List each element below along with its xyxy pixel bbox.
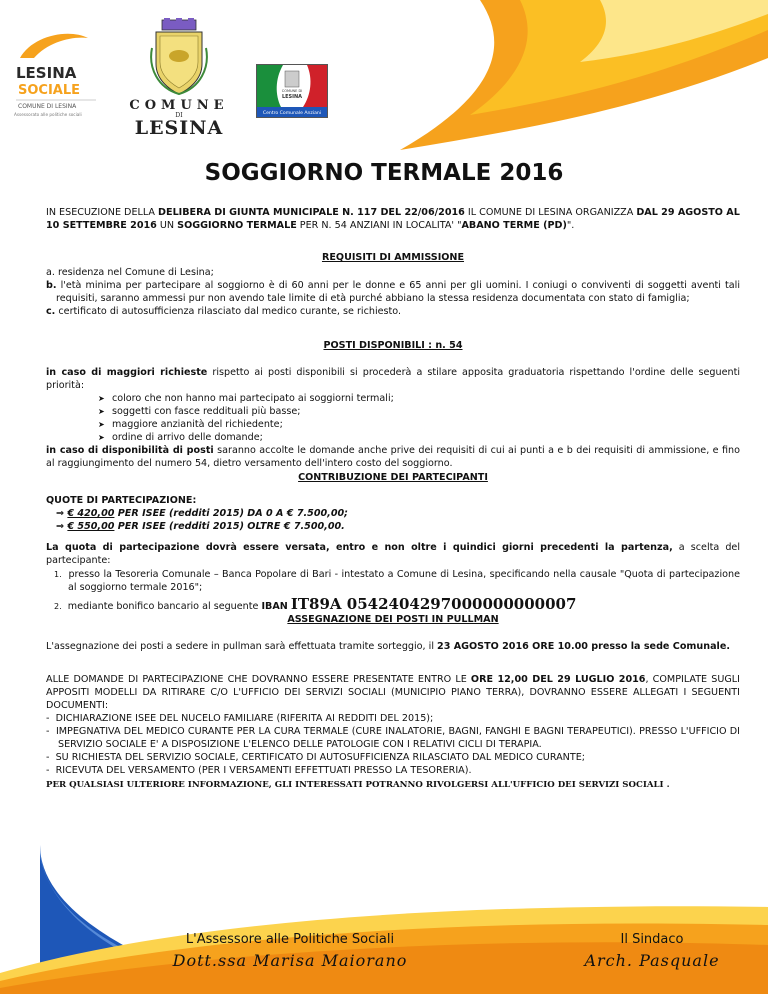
- requisiti-heading: REQUISITI DI AMMISSIONE: [321, 252, 465, 263]
- logo-sub: Assessorato alle politiche sociali: [14, 112, 82, 117]
- requisito-item: a. residenza nel Comune di Lesina;: [46, 267, 214, 278]
- quote-label: QUOTE DI PARTECIPAZIONE:: [46, 495, 197, 506]
- iban-code: IT89A 0542404297000000000007: [290, 595, 577, 613]
- payment-intro: La quota di partecipazione dovrà essere versata, entro e non oltre i quindici giorni precedenti la partenza, a scelta del partecipante:: [46, 542, 740, 566]
- lesina-sociale-logo: [12, 28, 100, 122]
- quote-item: ⇒ € 420,00 PER ISEE (redditi 2015) DA 0 A € 7.500,00;: [56, 508, 349, 519]
- priority-item: ➤ ordine di arrivo delle domande;: [98, 431, 740, 444]
- logo-lesina-word: LESINA: [16, 64, 77, 82]
- assessore-signature: [150, 932, 430, 970]
- doc-item: - RICEVUTA DEL VERSAMENTO (PER I VERSAMENTI EFFETTUATI PRESSO LA TESORERIA).: [46, 765, 472, 776]
- priority-list: [46, 392, 740, 444]
- footer-swoosh-decoration: [0, 845, 768, 994]
- payment-method: 1. presso la Tesoreria Comunale – Banca Popolare di Bari - intestato a Comune di Lesina, specificando nella causale "Quota di partecipazione al soggiorno termale 2016";: [54, 569, 740, 593]
- comune-di: DI: [175, 112, 183, 119]
- posti-disponibilita: in caso di disponibilità di posti saranno accolte le domande anche prive dei requisiti di cui ai punti a e b dei requisiti di ammissione, e fino al raggiungimento del numero 54, dietro versamento dell'intero costo del soggiorno.: [46, 445, 741, 469]
- header-swoosh-decoration: [0, 0, 768, 150]
- priority-item: ➤ coloro che non hanno mai partecipato ai soggiorni termali;: [98, 392, 740, 405]
- intro-paragraph: IN ESECUZIONE DELLA DELIBERA DI GIUNTA MUNICIPALE N. 117 DEL 22/06/2016 IL COMUNE DI LESINA ORGANIZZA DAL 29 AGOSTO AL 10 SETTEMBRE 2016 UN SOGGIORNO TERMALE PER N. 54 ANZIANI IN LOCALITA' "ABANO TERME (PD)".: [46, 207, 740, 231]
- flag-text-name: LESINA: [281, 94, 303, 100]
- doc-item: - DICHIARAZIONE ISEE DEL NUCELO FAMILIARE (RIFERITA AI REDDITI DEL 2015);: [46, 713, 434, 724]
- centro-anziani-logo: [256, 64, 328, 118]
- sindaco-signature: [566, 932, 738, 970]
- doc-item: - IMPEGNATIVA DEL MEDICO CURANTE PER LA CURA TERMALE (CURE INALATORIE, BAGNI, FANGHI E BAGNI TERAPEUTICI). PRESSO L'UFFICIO DI SERVIZIO SOCIALE E' A DISPOSIZIONE L'ELENCO DELLE PATOLOGIE CON I RELATIVI CICLI DI TERAPIA.: [46, 726, 740, 750]
- assessore-name: Dott.ssa Marisa Maiorano: [172, 951, 408, 970]
- sindaco-title: Il Sindaco: [620, 932, 684, 947]
- posti-heading: POSTI DISPONIBILI : n. 54: [323, 340, 463, 351]
- info-note: PER QUALSIASI ULTERIORE INFORMAZIONE, GLI INTERESSATI POTRANNO RIVOLGERSI ALL'UFFICIO DEI SERVIZI SOCIALI .: [46, 780, 670, 790]
- priority-item: ➤ maggiore anzianità del richiedente;: [98, 418, 740, 431]
- sindaco-name: Arch. Pasquale: [584, 951, 720, 970]
- posti-paragraph: [46, 366, 740, 470]
- quote-block: [46, 494, 740, 533]
- posti-intro: in caso di maggiori richieste rispetto ai posti disponibili si procederà a stilare apposita graduatoria rispettando l'ordine delle seguenti priorità:: [46, 367, 740, 391]
- assessore-title: L'Assessore alle Politiche Sociali: [185, 932, 395, 947]
- page-title: SOGGIORNO TERMALE 2016: [204, 160, 564, 186]
- logo-sociale-word: SOCIALE: [18, 83, 81, 98]
- comune-name: LESINA: [134, 117, 224, 139]
- requisito-item: b. l'età minima per partecipare al soggiorno è di 60 anni per le donne e 65 anni per gli uomini. I coniugi o conviventi di soggetti aventi tali requisiti, saranno ammessi pur non avendo tale limite di età purché abbiano la stessa residenza documentata con stato di famiglia;: [46, 280, 740, 304]
- comune-wordmark: [120, 98, 238, 139]
- payment-paragraph: [46, 541, 740, 613]
- pullman-heading: ASSEGNAZIONE DEI POSTI IN PULLMAN: [287, 614, 499, 625]
- domande-paragraph: ALLE DOMANDE DI PARTECIPAZIONE CHE DOVRANNO ESSERE PRESENTATE ENTRO LE ORE 12,00 DEL 29 LUGLIO 2016, COMPILATE SUGLI APPOSITI MODELLI DA RITIRARE C/O L'UFFICIO DEI SERVIZI SOCIALI (MUNICIPIO PIANO TERRA), DOVRANNO ESSERE ALLEGATI I SEGUENTI DOCUMENTI: - DICHIARAZIONE ISEE DEL NUCELO FAMILIARE (RIFERITA AI REDDITI DEL 2015); - IMPEGNATIVA DEL MEDICO CURANTE PER LA CURA TERMALE (CURE INALATORIE, BAGNI, FANGHI E BAGNI TERAPEUTICI). PRESSO L'UFFICIO DI SERVIZIO SOCIALE E' A DISPOSIZIONE L'ELENCO DELLE PATOLOGIE CON I RELATIVI CICLI DI TERAPIA. - SU RICHIESTA DEL SERVIZIO SOCIALE, CERTIFICATO DI AUTOSUFFICIENZA RILASCIATO DAL MEDICO CURANTE; - RICEVUTA DEL VERSAMENTO (PER I VERSAMENTI EFFETTUATI PRESSO LA TESORERIA).: [46, 674, 740, 776]
- requisiti-list: [46, 266, 740, 318]
- payment-method: 2. mediante bonifico bancario al seguente IBAN IT89A 0542404297000000000007: [54, 595, 577, 613]
- comune-crest-icon: [148, 18, 210, 96]
- logo-caption: COMUNE DI LESINA: [18, 103, 77, 110]
- comune-word: COMUNE: [129, 98, 229, 113]
- pullman-paragraph: L'assegnazione dei posti a sedere in pullman sarà effettuata tramite sorteggio, il 23 AGOSTO 2016 ORE 10.00 presso la sede Comunale.: [46, 641, 730, 652]
- requisito-item: c. certificato di autosufficienza rilasciato dal medico curante, se richiesto.: [46, 306, 402, 317]
- flag-text-top: COMUNE DI: [281, 89, 303, 93]
- contribuzione-heading: CONTRIBUZIONE DEI PARTECIPANTI: [298, 472, 488, 483]
- priority-item: ➤ soggetti con fasce reddituali più basse;: [98, 405, 740, 418]
- flag-caption: Centro Comunale Anziani: [262, 111, 322, 116]
- doc-item: - SU RICHIESTA DEL SERVIZIO SOCIALE, CERTIFICATO DI AUTOSUFFICIENZA RILASCIATO DAL MEDICO CURANTE;: [46, 752, 585, 763]
- quote-item: ⇒ € 550,00 PER ISEE (redditi 2015) OLTRE € 7.500,00.: [56, 521, 345, 532]
